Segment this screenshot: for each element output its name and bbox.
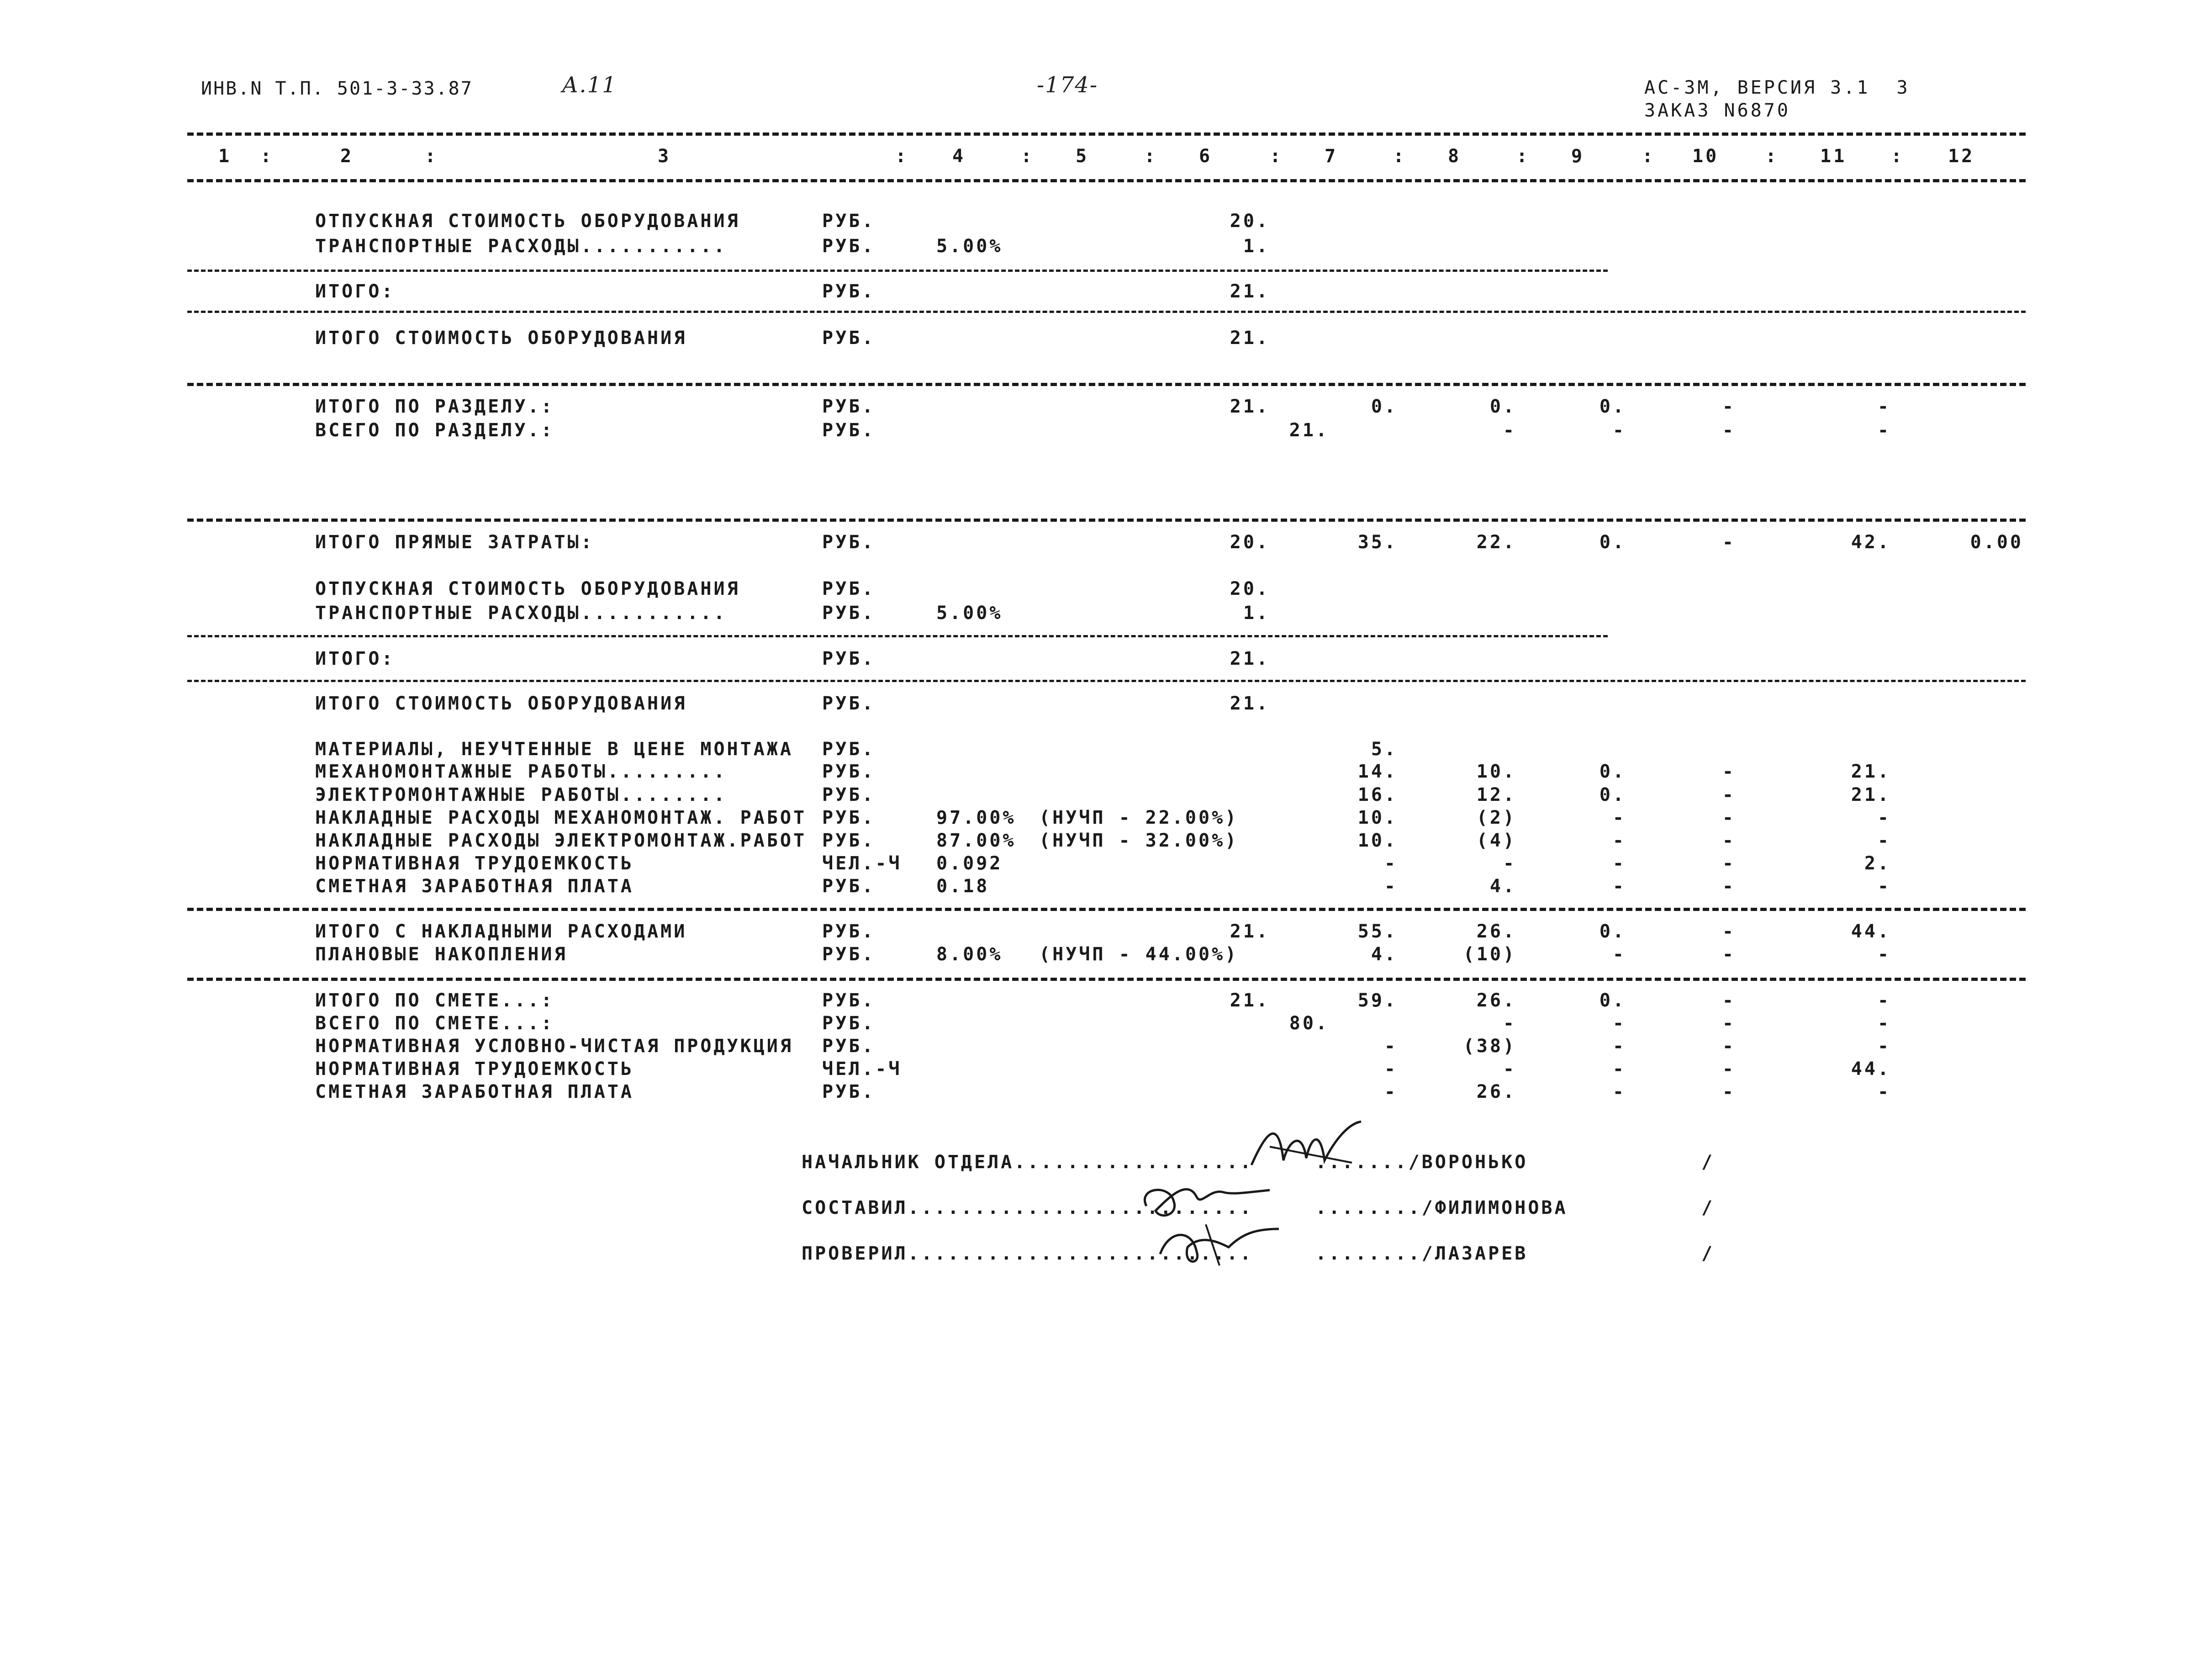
cell-c4: 97.00% (936, 807, 1016, 828)
cell-c10: - (1612, 1013, 1626, 1034)
cell-c4: 8.00% (936, 944, 1003, 965)
row-unit: РУБ. (822, 396, 876, 417)
row-unit: РУБ. (822, 921, 876, 942)
inventory-number: ИНВ.N Т.П. 501-3-33.87 (201, 78, 473, 99)
cell-c12: 42. (1851, 532, 1891, 553)
row-label: ИТОГО: (315, 281, 395, 302)
row-label: СМЕТНАЯ ЗАРАБОТНАЯ ПЛАТА (315, 1081, 634, 1102)
row-unit: РУБ. (822, 807, 876, 828)
cell-c11: - (1722, 420, 1736, 441)
signature-slash: / (1701, 1152, 1715, 1173)
cell-c12: 44. (1851, 1059, 1891, 1080)
row-unit: РУБ. (822, 693, 876, 714)
cell-c9: 10. (1476, 761, 1516, 782)
cell-c8: - (1384, 876, 1398, 897)
row-unit: РУБ. (822, 578, 876, 599)
cell-c12: - (1877, 990, 1891, 1011)
column-header: 4 (952, 146, 966, 167)
cell-c7: 80. (1289, 1013, 1329, 1034)
cell-c11: - (1722, 876, 1736, 897)
cell-c9: (4) (1476, 830, 1516, 851)
cell-c6: 1. (1243, 236, 1270, 257)
row-unit: РУБ. (822, 211, 876, 232)
cell-c8: 0. (1371, 396, 1398, 417)
cell-c9: 22. (1476, 532, 1516, 553)
separator-line (187, 519, 2026, 522)
row-unit: РУБ. (822, 236, 876, 257)
column-header: 7 (1325, 146, 1338, 167)
cell-c4: 0.092 (936, 853, 1003, 874)
column-separators: : (1270, 146, 1283, 167)
cell-c8: 55. (1357, 921, 1398, 942)
row-label: НОРМАТИВНАЯ ТРУДОЕМКОСТЬ (315, 853, 634, 874)
signature-slash: / (1701, 1243, 1715, 1264)
row-label: ВСЕГО ПО РАЗДЕЛУ.: (315, 420, 554, 441)
row-label: ИТОГО С НАКЛАДНЫМИ РАСХОДАМИ (315, 921, 687, 942)
cell-c9: (2) (1476, 807, 1516, 828)
cell-c12: - (1877, 944, 1891, 965)
cell-c11: - (1722, 853, 1736, 874)
row-unit: РУБ. (822, 281, 876, 302)
cell-c6: 21. (1230, 921, 1270, 942)
row-label: ИТОГО СТОИМОСТЬ ОБОРУДОВАНИЯ (315, 693, 687, 714)
cell-c10: - (1612, 1081, 1626, 1102)
cell-c9: - (1503, 853, 1516, 874)
cell-c8: 14. (1357, 761, 1398, 782)
column-separators: : (895, 146, 909, 167)
row-label: ОТПУСКНАЯ СТОИМОСТЬ ОБОРУДОВАНИЯ (315, 211, 740, 232)
cell-c8: - (1384, 853, 1398, 874)
row-unit: РУБ. (822, 876, 876, 897)
cell-c9: 0. (1489, 396, 1516, 417)
order-number: ЗАКАЗ N6870 (1644, 100, 1790, 121)
cell-c11: - (1722, 944, 1736, 965)
cell-c6: 1. (1243, 603, 1270, 624)
cell-c5: (НУЧП - 44.00%) (1039, 944, 1239, 965)
signature-slash: / (1701, 1197, 1715, 1218)
row-label: НАКЛАДНЫЕ РАСХОДЫ МЕХАНОМОНТАЖ. РАБОТ (315, 807, 807, 828)
cell-c9: - (1503, 1013, 1516, 1034)
cell-c11: - (1722, 532, 1736, 553)
cell-c9: (10) (1463, 944, 1516, 965)
row-unit: РУБ. (822, 420, 876, 441)
column-separators: : (1642, 146, 1656, 167)
cell-c12: 2. (1864, 853, 1891, 874)
cell-c10: - (1612, 944, 1626, 965)
cell-c10: - (1612, 853, 1626, 874)
cell-c12: - (1877, 807, 1891, 828)
cell-c12: - (1877, 1081, 1891, 1102)
cell-c4: 5.00% (936, 236, 1003, 257)
cell-c6: 21. (1230, 990, 1270, 1011)
cell-c7: 21. (1289, 420, 1329, 441)
cell-c9: 12. (1476, 784, 1516, 805)
separator-line (187, 680, 2026, 682)
cell-c11: - (1722, 761, 1736, 782)
cell-c12: - (1877, 396, 1891, 417)
cell-c11: - (1722, 1036, 1736, 1057)
cell-c9: 26. (1476, 990, 1516, 1011)
cell-c10: 0. (1599, 921, 1626, 942)
cell-c12: - (1877, 876, 1891, 897)
column-header: 3 (658, 146, 671, 167)
cell-c12: - (1877, 420, 1891, 441)
cell-c10: - (1612, 420, 1626, 441)
signature-name: ......./ВОРОНЬКО (1315, 1152, 1528, 1173)
system-version: АС-3М, ВЕРСИЯ 3.1 3 (1644, 77, 1910, 98)
cell-c11: - (1722, 807, 1736, 828)
row-label: НАКЛАДНЫЕ РАСХОДЫ ЭЛЕКТРОМОНТАЖ.РАБОТ (315, 830, 807, 851)
cell-c11: - (1722, 1059, 1736, 1080)
cell-c6: 21. (1230, 396, 1270, 417)
row-unit: РУБ. (822, 1081, 876, 1102)
cell-c9: 26. (1476, 1081, 1516, 1102)
row-unit: ЧЕЛ.-Ч (822, 1059, 902, 1080)
row-label: ЭЛЕКТРОМОНТАЖНЫЕ РАБОТЫ........ (315, 784, 727, 805)
column-header: 8 (1448, 146, 1462, 167)
cell-c5: (НУЧП - 22.00%) (1039, 807, 1239, 828)
column-separators: : (425, 146, 438, 167)
cell-c6: 21. (1230, 328, 1270, 349)
cell-c9: - (1503, 1059, 1516, 1080)
separator-line (187, 179, 2026, 182)
cell-c11: - (1722, 1013, 1736, 1034)
cell-c4: 5.00% (936, 603, 1003, 624)
row-label: ВСЕГО ПО СМЕТЕ...: (315, 1013, 554, 1034)
cell-c12: 44. (1851, 921, 1891, 942)
row-label: ИТОГО СТОИМОСТЬ ОБОРУДОВАНИЯ (315, 328, 687, 349)
cell-c8: - (1384, 1059, 1398, 1080)
row-unit: РУБ. (822, 944, 876, 965)
column-header: 9 (1571, 146, 1585, 167)
cell-c9: (38) (1463, 1036, 1516, 1057)
row-label: НОРМАТИВНАЯ ТРУДОЕМКОСТЬ (315, 1059, 634, 1080)
cell-c12: - (1877, 830, 1891, 851)
cell-c4: 87.00% (936, 830, 1016, 851)
signature-role: ПРОВЕРИЛ.......................... (802, 1243, 1253, 1264)
column-header: 2 (340, 146, 354, 167)
separator-line (187, 311, 2026, 313)
cell-c9: 26. (1476, 921, 1516, 942)
cell-c10: - (1612, 876, 1626, 897)
signature-role: СОСТАВИЛ.......................... (802, 1197, 1253, 1218)
column-separators: : (1144, 146, 1158, 167)
separator-line (187, 908, 2026, 911)
cell-c12: - (1877, 1013, 1891, 1034)
row-unit: РУБ. (822, 784, 876, 805)
signature-name: ......../ФИЛИМОНОВА (1315, 1197, 1568, 1218)
row-label: НОРМАТИВНАЯ УСЛОВНО-ЧИСТАЯ ПРОДУКЦИЯ (315, 1036, 793, 1057)
cell-c8: - (1384, 1036, 1398, 1057)
cell-c12: - (1877, 1036, 1891, 1057)
column-separators: : (1393, 146, 1407, 167)
row-label: СМЕТНАЯ ЗАРАБОТНАЯ ПЛАТА (315, 876, 634, 897)
row-unit: РУБ. (822, 603, 876, 624)
cell-c10: 0. (1599, 990, 1626, 1011)
row-label: ТРАНСПОРТНЫЕ РАСХОДЫ........... (315, 236, 727, 257)
cell-c8: 35. (1357, 532, 1398, 553)
cell-c9: 4. (1489, 876, 1516, 897)
cell-c6: 21. (1230, 648, 1270, 669)
album-number: А.11 (562, 72, 617, 98)
cell-c6: 20. (1230, 578, 1270, 599)
row-unit: РУБ. (822, 830, 876, 851)
cell-c11: - (1722, 921, 1736, 942)
cell-c4: 0.18 (936, 876, 990, 897)
row-label: ИТОГО: (315, 648, 395, 669)
cell-c11: - (1722, 396, 1736, 417)
row-unit: ЧЕЛ.-Ч (822, 853, 902, 874)
cell-c6: 20. (1230, 532, 1270, 553)
row-unit: РУБ. (822, 739, 876, 760)
signature-role: НАЧАЛЬНИК ОТДЕЛА.................. (802, 1152, 1253, 1173)
row-unit: РУБ. (822, 328, 876, 349)
row-label: ИТОГО ПО РАЗДЕЛУ.: (315, 396, 554, 417)
cell-c6: 21. (1230, 693, 1270, 714)
column-separators: : (1891, 146, 1905, 167)
cell-c10: 0. (1599, 396, 1626, 417)
cell-c8: 59. (1357, 990, 1398, 1011)
separator-line (187, 383, 2026, 386)
row-label: МАТЕРИАЛЫ, НЕУЧТЕННЫЕ В ЦЕНЕ МОНТАЖА (315, 739, 793, 760)
column-header: 10 (1692, 146, 1719, 167)
column-header: 5 (1076, 146, 1089, 167)
separator-line (187, 978, 2026, 981)
cell-c8: - (1384, 1081, 1398, 1102)
cell-c10: - (1612, 807, 1626, 828)
cell-c10: 0. (1599, 761, 1626, 782)
cell-c9: - (1503, 420, 1516, 441)
cell-c10: - (1612, 1059, 1626, 1080)
column-separators: : (260, 146, 274, 167)
cell-c10: 0. (1599, 784, 1626, 805)
column-header: 11 (1820, 146, 1847, 167)
row-label: ИТОГО ПО СМЕТЕ...: (315, 990, 554, 1011)
column-header: 1 (218, 146, 232, 167)
row-unit: РУБ. (822, 532, 876, 553)
row-unit: РУБ. (822, 761, 876, 782)
handwritten-signature-3 (1151, 1215, 1288, 1270)
cell-c8: 10. (1357, 830, 1398, 851)
cell-c12: 21. (1851, 784, 1891, 805)
cell-c11: - (1722, 1081, 1736, 1102)
row-unit: РУБ. (822, 648, 876, 669)
row-label: ПЛАНОВЫЕ НАКОПЛЕНИЯ (315, 944, 568, 965)
separator-line (187, 132, 2026, 136)
cell-c13: 0.00 (1970, 532, 2023, 553)
cell-c11: - (1722, 990, 1736, 1011)
column-separators: : (1765, 146, 1779, 167)
cell-c5: (НУЧП - 32.00%) (1039, 830, 1239, 851)
row-label: ИТОГО ПРЯМЫЕ ЗАТРАТЫ: (315, 532, 594, 553)
cell-c11: - (1722, 830, 1736, 851)
separator-line (187, 635, 1608, 637)
signature-name: ......../ЛАЗАРЕВ (1315, 1243, 1528, 1264)
column-separators: : (1516, 146, 1530, 167)
page-number: -174- (1037, 72, 1098, 98)
cell-c6: 21. (1230, 281, 1270, 302)
cell-c10: - (1612, 1036, 1626, 1057)
cell-c8: 5. (1371, 739, 1398, 760)
row-unit: РУБ. (822, 1036, 876, 1057)
cell-c11: - (1722, 784, 1736, 805)
cell-c8: 10. (1357, 807, 1398, 828)
row-unit: РУБ. (822, 1013, 876, 1034)
column-separators: : (1021, 146, 1035, 167)
separator-line (187, 270, 1608, 272)
row-unit: РУБ. (822, 990, 876, 1011)
cell-c10: - (1612, 830, 1626, 851)
cell-c8: 16. (1357, 784, 1398, 805)
row-label: МЕХАНОМОНТАЖНЫЕ РАБОТЫ......... (315, 761, 727, 782)
column-header: 6 (1199, 146, 1213, 167)
cell-c6: 20. (1230, 211, 1270, 232)
column-header: 12 (1948, 146, 1975, 167)
row-label: ОТПУСКНАЯ СТОИМОСТЬ ОБОРУДОВАНИЯ (315, 578, 740, 599)
cell-c12: 21. (1851, 761, 1891, 782)
row-label: ТРАНСПОРТНЫЕ РАСХОДЫ........... (315, 603, 727, 624)
cell-c10: 0. (1599, 532, 1626, 553)
cell-c8: 4. (1371, 944, 1398, 965)
